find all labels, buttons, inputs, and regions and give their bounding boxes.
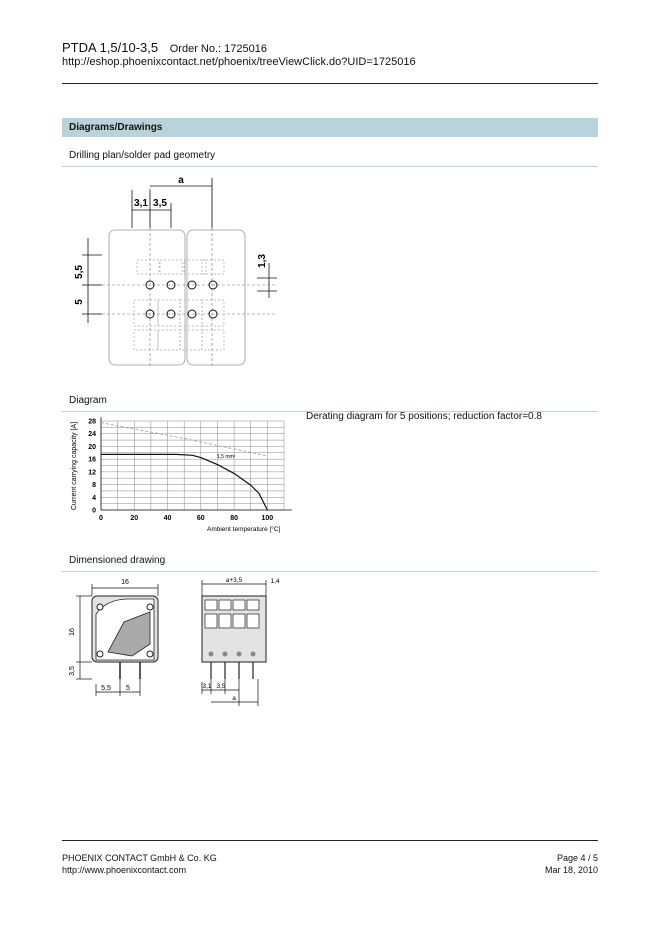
chart-y-label: Current carrying capacity [A] (71, 421, 78, 511)
x-tick-label: 60 (196, 515, 205, 522)
derating-chart (62, 414, 302, 538)
derating-caption: Derating diagram for 5 positions; reduction factor=0.8 (306, 411, 542, 422)
curve-label: 1,5 mm² (217, 454, 236, 460)
order-number: Order No.: 1725016 (169, 43, 267, 55)
y-tick-label: 12 (88, 469, 96, 477)
side-pitch-2: 5 (126, 685, 130, 692)
dimensioned-drawing-title: Dimensioned drawing (69, 555, 166, 566)
y-tick-label: 16 (88, 456, 96, 464)
dim-5-5: 5,5 (74, 265, 85, 279)
dimensioned-drawing (62, 574, 292, 709)
chart-x-label: Ambient temperature [°C] (207, 526, 281, 533)
y-tick-label: 20 (88, 443, 96, 451)
front-offset: 1,4 (270, 578, 280, 585)
dimensioned-drawing-divider (62, 571, 598, 572)
front-view (202, 577, 280, 706)
side-width: 16 (121, 579, 129, 586)
front-pitch-a: a (232, 695, 236, 702)
product-name: PTDA 1,5/10-3,5 (62, 40, 159, 55)
side-view (69, 579, 158, 696)
y-tick-label: 8 (92, 482, 96, 490)
footer-company: PHOENIX CONTACT GmbH & Co. KG (62, 853, 217, 863)
document-title (62, 40, 267, 55)
x-tick-label: 80 (230, 515, 238, 522)
footer-website[interactable]: http://www.phoenixcontact.com (62, 865, 187, 875)
footer-divider (62, 840, 598, 841)
drilling-plan-divider (62, 166, 598, 167)
dim-3-1: 3,1 (134, 198, 148, 209)
footer-date: Mar 18, 2010 (544, 865, 598, 875)
front-pitch-1: 3,1 (202, 683, 212, 690)
y-tick-label: 0 (92, 507, 96, 515)
x-tick-label: 20 (130, 515, 139, 522)
header-divider (62, 83, 598, 84)
product-url[interactable]: http://eshop.phoenixcontact.net/phoenix/treeViewClick.do?UID=1725016 (62, 56, 416, 68)
x-tick-label: 0 (99, 515, 103, 522)
dim-5: 5 (74, 299, 85, 305)
dim-1-3: 1,3 (257, 254, 268, 268)
y-tick-label: 24 (88, 431, 96, 439)
side-height: 16 (69, 628, 76, 636)
diagram-title: Diagram (69, 395, 107, 406)
x-tick-label: 40 (163, 515, 172, 522)
y-tick-label: 28 (88, 418, 96, 426)
drilling-plan-title: Drilling plan/solder pad geometry (69, 150, 216, 161)
dim-3-5: 3,5 (153, 198, 167, 209)
dim-a: a (178, 175, 184, 186)
side-pin-length: 3,5 (69, 666, 76, 676)
y-tick-label: 4 (92, 494, 96, 502)
x-tick-label: 100 (261, 515, 274, 522)
section-heading: Diagrams/Drawings (62, 118, 598, 137)
footer-page: Page 4 / 5 (556, 853, 598, 863)
drilling-plan-drawing (62, 168, 292, 383)
side-pitch-1: 5,5 (101, 685, 111, 692)
front-width: a+3,5 (225, 577, 243, 584)
front-pitch-2: 3,5 (216, 683, 226, 690)
